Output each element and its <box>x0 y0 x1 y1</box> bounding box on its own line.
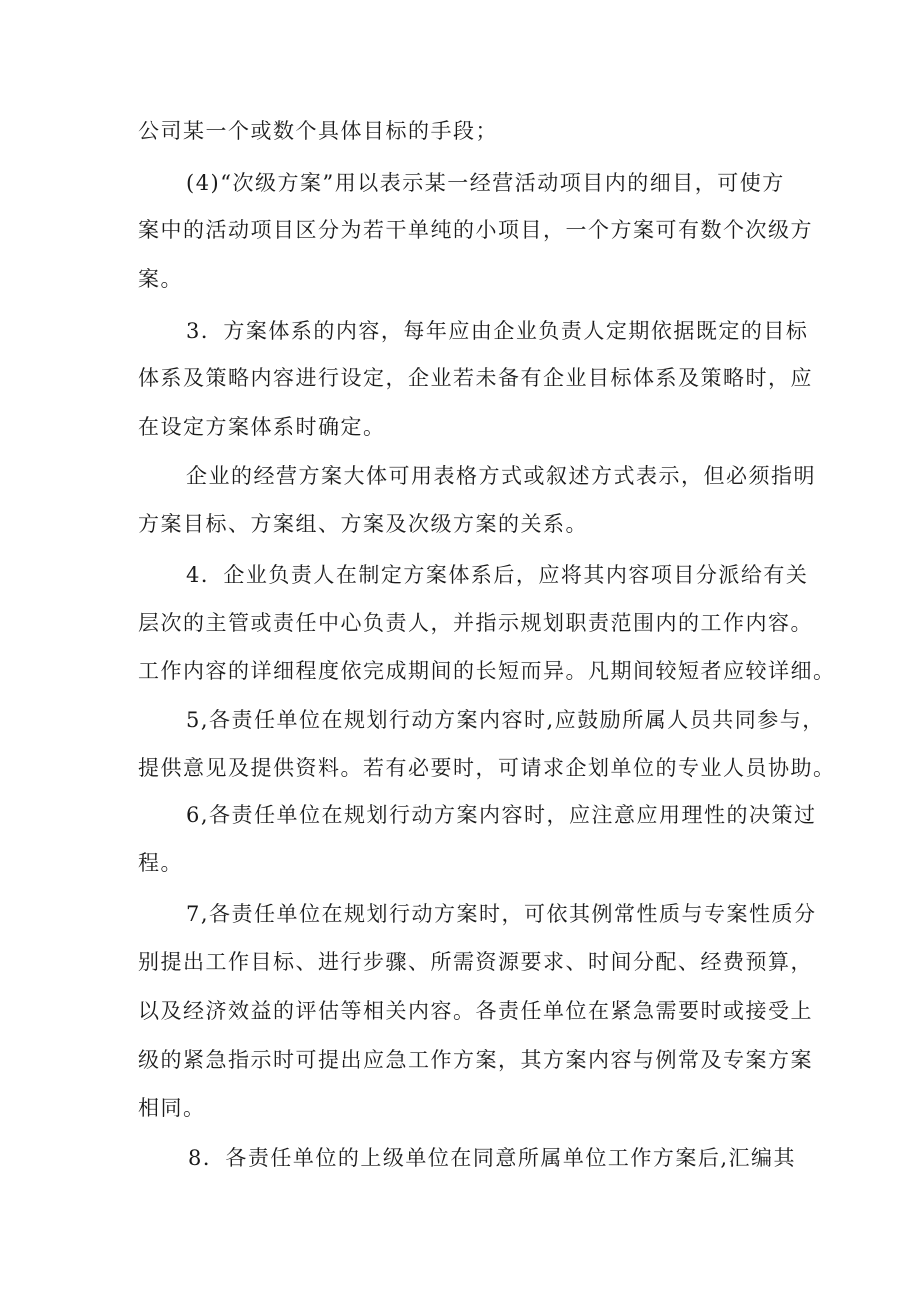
text-line: 方案目标、方案组、方案及次级方案的关系。 <box>138 512 588 536</box>
text-line: 以及经济效益的评估等相关内容。各责任单位在紧急需要时或接受上 <box>138 999 813 1023</box>
text-line: 级的紧急指示时可提出应急工作方案，其方案内容与例常及专案方案 <box>138 1048 813 1072</box>
text-line: 别提出工作目标、进行步骤、所需资源要求、时间分配、经费预算， <box>138 950 813 974</box>
text-line: 5,各责任单位在规划行动方案内容时,应鼓励所属人员共同参与， <box>186 708 825 732</box>
text-line: 企业的经营方案大体可用表格方式或叙述方式表示，但必须指明 <box>186 464 816 488</box>
text-line: 相同。 <box>138 1096 206 1120</box>
text-line: 3．方案体系的内容，每年应由企业负责人定期依据既定的目标 <box>186 319 809 343</box>
text-line: 4．企业负责人在制定方案体系后，应将其内容项目分派给有关 <box>186 563 809 587</box>
text-line: 在设定方案体系时确定。 <box>138 415 386 439</box>
text-line: 层次的主管或责任中心负责人，并指示规划职责范围内的工作内容。 <box>138 611 813 635</box>
text-line: 体系及策略内容进行设定，企业若未备有企业目标体系及策略时，应 <box>138 366 813 390</box>
text-line: 公司某一个或数个具体目标的手段； <box>138 119 498 143</box>
text-line: 8．各责任单位的上级单位在同意所属单位工作方案后,汇编其 <box>188 1146 797 1170</box>
text-line: 6,各责任单位在规划行动方案内容时，应注意应用理性的决策过 <box>186 803 817 827</box>
text-line: (4)“次级方案”用以表示某一经营活动项目内的细目，可使方 <box>186 171 785 195</box>
text-line: 案中的活动项目区分为若干单纯的小项目，一个方案可有数个次级方 <box>138 218 813 242</box>
text-line: 工作内容的详细程度依完成期间的长短而异。凡期间较短者应较详细。 <box>138 659 836 683</box>
text-line: 7,各责任单位在规划行动方案时，可依其例常性质与专案性质分 <box>186 902 817 926</box>
text-line: 程。 <box>138 851 183 875</box>
text-line: 提供意见及提供资料。若有必要时，可请求企划单位的专业人员协助。 <box>138 756 836 780</box>
text-line: 案。 <box>138 267 183 291</box>
